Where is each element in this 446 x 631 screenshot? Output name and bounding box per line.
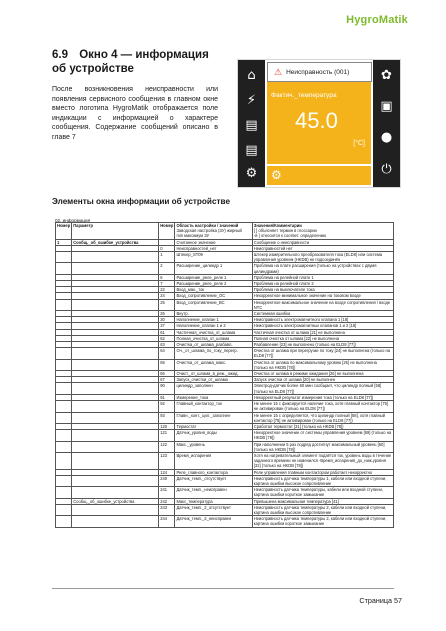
row-code: 24 <box>159 293 175 299</box>
row-param <box>72 299 159 310</box>
row-comment: Неисправность датчика температуры 2, кабели или входной ступени, картина ошибки короткое замыкание <box>252 516 393 527</box>
row-text: Полная_очистка_от_шлама <box>175 335 252 341</box>
row-comment: Неисправность датчика температуры, кабели или входной ступени, картина ошибки короткое замыкание <box>252 487 393 498</box>
table-row <box>56 504 394 515</box>
table-row <box>56 430 394 441</box>
lightbulb-icon: ● <box>380 130 393 145</box>
row-code: 37 <box>159 323 175 329</box>
row-comment: Некорректное максимальное значение на входе сопротивления / входе NTC <box>252 299 393 310</box>
row-code: 64 <box>159 348 175 359</box>
row-code: 123 <box>159 452 175 469</box>
row-code: 244 <box>159 516 175 527</box>
row-comment: Превышена максимальная температура [41] <box>252 498 393 504</box>
table-row <box>56 487 394 498</box>
row-comment: Штекер измерительного преобразователя тока (ELD8) или система управления уровнем (HKDB) не подсоединён <box>252 252 393 263</box>
table-row <box>56 299 394 310</box>
value-panel <box>267 82 371 164</box>
row-code: 242 <box>159 498 175 504</box>
row-code: 62 <box>159 335 175 341</box>
table-row <box>56 475 394 486</box>
header-value-sub: [ ] объясняет термин в глоссарии <box>253 228 317 234</box>
row-param <box>72 401 159 412</box>
table-row <box>56 401 394 412</box>
header-area-sub: Заводская настройка (ЗУ) жирный <box>176 228 242 234</box>
row-code: 0 <box>159 245 175 251</box>
row-comment: Хотя на нагревательный элемент подаётся ток, уровень воды в течение заданного времени не изменился -Время_испарения_до_ниж.уровня [32] (только на HKDB [78]) <box>252 452 393 469</box>
row-num <box>56 475 72 486</box>
row-code: 124 <box>159 469 175 475</box>
row-code: 22 <box>159 287 175 293</box>
row-param <box>72 452 159 469</box>
row-comment: Электрод-датчик более 60 мин сообщает, что цилиндр полный [58] (только на ELD8 [77]) <box>252 383 393 394</box>
row-code: 2 <box>159 263 175 274</box>
row-num <box>56 383 72 394</box>
right-icon-bar <box>373 60 400 187</box>
row-code: 25 <box>159 299 175 310</box>
row-code: 120 <box>159 423 175 429</box>
device-screen-illustration <box>237 59 401 188</box>
row-text: Датчик_темп._2_отсутствует <box>175 504 252 515</box>
row-comment: Некорректное значение от системы управления уровнем [59] (только на HKDB [78]) <box>252 430 393 441</box>
row-comment: Проблема на выключателе тока <box>252 287 393 293</box>
table-row <box>56 441 394 452</box>
info-table <box>55 222 394 528</box>
row-code: 92 <box>159 401 175 412</box>
table-caption: 02. информация <box>55 218 91 223</box>
row-num <box>56 452 72 469</box>
row-text: Наполнение_клапан 1 и 2 <box>175 323 252 329</box>
row-comment: Неисправность датчика температуры 1, кабели или входной ступени, картина ошибки высокое сопротивление <box>252 475 393 486</box>
row-text: Расширение_реле_реле 1 <box>175 274 252 280</box>
home-icon: ⌂ <box>247 68 256 83</box>
row-text: Реле_главного_контактора <box>175 469 252 475</box>
row-text: Датчик_темп._2_неисправен <box>175 516 252 527</box>
row-code: 240 <box>159 475 175 486</box>
row-param <box>72 475 159 486</box>
screen-main <box>265 60 373 187</box>
row-comment: Неисправность датчика температуры 2, кабели или входной ступени, картина ошибки высокое сопротивление <box>252 504 393 515</box>
row-text: Очистка_от_шлама_разбавл. <box>175 342 252 348</box>
row-num <box>56 359 72 370</box>
row-param <box>72 504 159 515</box>
power-icon: ⏻ <box>381 162 392 177</box>
row-comment: Проблема на релейной плате 1 <box>252 274 393 280</box>
row-code: 90 <box>159 383 175 394</box>
row-text: Вход_сопротивление_ВС <box>175 299 252 310</box>
row-text: Считанное значение <box>175 239 252 245</box>
header-area-title: Область настройки / значений <box>176 223 239 228</box>
row-comment: Сообщение о неисправности <box>252 239 393 245</box>
row-comment: Не менее 15 с определяется, что цилиндр полный [58], хотя главный контактор [75] не активирован (только на ELD8 [77]) <box>252 412 393 423</box>
header-value-sub2: -й ] относится к соответ. определению <box>253 233 327 239</box>
table-row <box>56 452 394 469</box>
section-title-text: Окно 4 — информация об устройстве <box>52 49 209 75</box>
row-param <box>72 487 159 498</box>
row-comment: Запуск очистки от шлама [20] не выполнен <box>252 377 393 383</box>
row-text: Макс._уровень <box>175 441 252 452</box>
row-comment: Системная ошибка <box>252 311 393 317</box>
page-number: Страница 57 <box>359 596 402 605</box>
row-comment: Очистка от шлама при перегрузке по току [24] не выполнена (только на ELD8 [77]) <box>252 348 393 359</box>
fan-icon: ✿ <box>381 68 392 83</box>
table-row <box>56 412 394 423</box>
row-text: Главн._конт._цил._заполнен <box>175 412 252 423</box>
row-code: 7 <box>159 281 175 287</box>
row-param <box>72 359 159 370</box>
table-row <box>56 359 394 370</box>
header-value <box>252 223 393 240</box>
row-code: 26 <box>159 311 175 317</box>
row-text: Расширение_цилиндр 1 <box>175 263 252 274</box>
row-comment: Очистка от шлама по максимальному уровню [25] не выполнена (только на HKDB [78]) <box>252 359 393 370</box>
row-text: Штекер_ST09 <box>175 252 252 263</box>
header-num2: Номер <box>159 223 175 240</box>
row-num <box>56 252 72 263</box>
row-num <box>56 430 72 441</box>
row-comment: Некорректное минимальное значение на токовом входе <box>252 293 393 299</box>
table-row <box>56 252 394 263</box>
row-num <box>56 263 72 274</box>
hygromatik-logo: HygroMatik <box>346 14 408 26</box>
row-code: 91 <box>159 394 175 400</box>
row-text: Оч._от_шлама_по_току_перегр. <box>175 348 252 359</box>
row-comment: Проблема на плате расширения (только на устройствах с двумя цилиндрами) <box>252 263 393 274</box>
humidifier-icon: ▤ <box>245 118 258 133</box>
table-row <box>56 383 394 394</box>
row-code: 241 <box>159 487 175 498</box>
row-code: 67 <box>159 377 175 383</box>
row-param <box>72 430 159 441</box>
row-text: Макс_температура <box>175 498 252 504</box>
row-param: Сообщ._об_ошибке_устройства <box>72 498 159 504</box>
device-icon: ▣ <box>380 99 393 114</box>
row-code: 93 <box>159 412 175 423</box>
row-code: 63 <box>159 342 175 348</box>
row-code: 1 <box>159 252 175 263</box>
header-value-title: Значения/Комментарии <box>253 223 302 228</box>
row-text: Время_испарения <box>175 452 252 469</box>
row-code: 65 <box>159 359 175 370</box>
row-comment: Не менее 15 с фиксируется наличие тока, хотя главный контактор [75] не активирован (только на ELD8 [77]) <box>252 401 393 412</box>
row-code: 61 <box>159 329 175 335</box>
row-text: Главный_контактор_ток <box>175 401 252 412</box>
row-comment: Полная очистка от шлама [22] не выполнена <box>252 335 393 341</box>
settings-bar <box>267 166 371 185</box>
row-text: Вход_сопротивление_ОС <box>175 293 252 299</box>
row-code: 6 <box>159 274 175 280</box>
humidifier-icon: ▤ <box>245 143 258 158</box>
row-text: Датчик_темп._неисправен <box>175 487 252 498</box>
row-text: Датчик_темп._отсутствует <box>175 475 252 486</box>
row-comment: Некорректный результат измерения тока (только на ELD8 [77]) <box>252 394 393 400</box>
row-num <box>56 516 72 527</box>
row-param <box>72 252 159 263</box>
row-num: 1 <box>56 239 72 245</box>
fault-notice-text: Неисправность (001) <box>286 68 350 76</box>
row-param <box>72 412 159 423</box>
footer-divider <box>52 588 394 589</box>
row-comment: Реле управления главным контактором работает некорректно <box>252 469 393 475</box>
row-text: Расширение_реле_реле 2 <box>175 281 252 287</box>
gear-icon: ⚙ <box>271 168 282 182</box>
row-num <box>56 401 72 412</box>
row-text: Неисправностей_нет <box>175 245 252 251</box>
row-code: 243 <box>159 504 175 515</box>
row-num <box>56 348 72 359</box>
header-area-sub2: min максимум ЗУ <box>176 233 210 239</box>
row-text: Очистка_от_шлама_макс. <box>175 359 252 370</box>
row-comment: Неисправность электромагнитных клапанов 1 и 2 [18] <box>252 323 393 329</box>
row-num <box>56 299 72 310</box>
warning-icon: ⚠ <box>274 66 283 77</box>
row-text: Частичная_очистка_от_шлама <box>175 329 252 335</box>
row-param <box>72 263 159 274</box>
table-title: Элементы окна информации об устройстве <box>52 197 230 206</box>
value-label: Фактич._температура <box>271 92 337 99</box>
row-comment: Очистка от шлама в режиме ожидания [26] не выполнена <box>252 371 393 377</box>
row-num <box>56 412 72 423</box>
table-row <box>56 516 394 527</box>
table-row <box>56 263 394 274</box>
row-num <box>56 504 72 515</box>
row-text: Очист._от_шлама_в_реж._ожид. <box>175 371 252 377</box>
section-body: После возникновения неисправности или появления сервисного сообщения в главном окне вместо логотипа HygroMatik отображается поле индикации с информацией о характере сообщения. Содержание сообщений описано в главе 7 <box>52 86 218 141</box>
section-title <box>52 48 222 76</box>
row-code: 121 <box>159 430 175 441</box>
row-text: Термостат <box>175 423 252 429</box>
row-code: 30 <box>159 317 175 323</box>
section-number: 6.9 <box>52 49 68 61</box>
row-param <box>72 383 159 394</box>
left-icon-bar <box>238 60 265 187</box>
row-code: 122 <box>159 441 175 452</box>
row-comment: Неисправностей нет <box>252 245 393 251</box>
row-comment: Частичная очистка от шлама [21] не выполнена <box>252 329 393 335</box>
value-unit: [°C] <box>353 140 365 147</box>
row-code: 66 <box>159 371 175 377</box>
lightning-icon: ⚡ <box>246 93 257 108</box>
row-text: Запуск_очистки_от_шлама <box>175 377 252 383</box>
row-text: Измерение_тока <box>175 394 252 400</box>
value-readout: 45.0 <box>295 108 338 133</box>
row-comment: Сработал термостат [31] (только на HKDB [78]) <box>252 423 393 429</box>
row-text: Внутр. <box>175 311 252 317</box>
row-param <box>72 516 159 527</box>
row-num <box>56 487 72 498</box>
row-param <box>72 441 159 452</box>
header-area <box>175 223 252 240</box>
header-param: Параметр <box>72 223 159 240</box>
row-param: Сообщ._об_ошибке_устройства <box>72 239 159 245</box>
row-param <box>72 348 159 359</box>
row-text: Датчик_уровня_воды <box>175 430 252 441</box>
row-text: Вход_мак._ток <box>175 287 252 293</box>
row-comment: Проблема на релейной плате 2 <box>252 281 393 287</box>
gear-icon: ⚙ <box>245 166 258 181</box>
table-row <box>56 348 394 359</box>
row-num <box>56 441 72 452</box>
row-comment: Неисправность электромагнитного клапана 1 [18] <box>252 317 393 323</box>
header-num: Номер <box>56 223 72 240</box>
row-text: Наполнение_клапан 1 <box>175 317 252 323</box>
fault-notice <box>267 62 372 82</box>
row-comment: Разбавление [23] не выполнено (только на ELD8 [77]) <box>252 342 393 348</box>
row-text: цилиндр_заполнен <box>175 383 252 394</box>
row-comment: При наполнении 5 раз подряд достигнут максимальный уровень [60] (только на HKDB [78]) <box>252 441 393 452</box>
table-header-row <box>56 223 394 240</box>
